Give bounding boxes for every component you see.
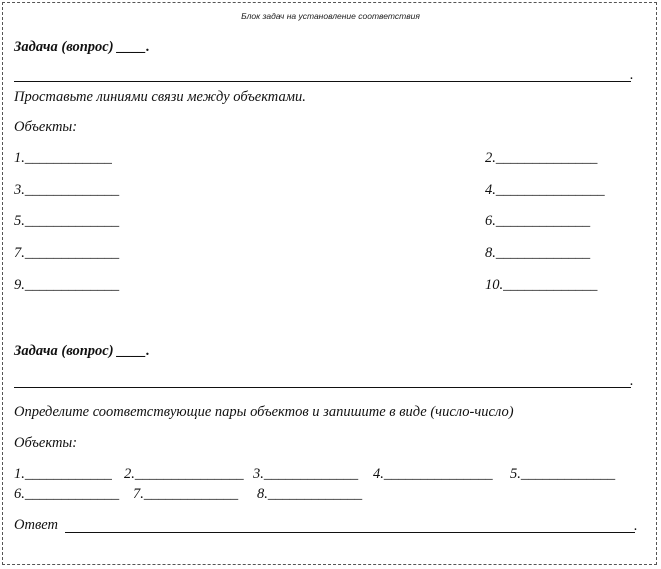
page-frame bbox=[2, 2, 657, 565]
task2-title: Задача (вопрос) ____. bbox=[14, 343, 150, 359]
task2-line-end-dot: . bbox=[630, 373, 634, 389]
task2-instruction: Определите соответствующие пары объектов и запишите в виде (число-число) bbox=[14, 404, 514, 420]
task2-object-5: 5._____________ bbox=[510, 466, 616, 482]
task2-question-line bbox=[14, 387, 631, 388]
answer-label: Ответ bbox=[14, 517, 58, 533]
task1-object-6: 6._____________ bbox=[485, 213, 591, 229]
task1-object-10: 10._____________ bbox=[485, 277, 598, 293]
task1-object-5: 5._____________ bbox=[14, 213, 120, 229]
task2-object-6: 6._____________ bbox=[14, 486, 120, 502]
task1-line-end-dot: . bbox=[630, 67, 634, 83]
task2-object-1: 1.____________ bbox=[14, 466, 112, 482]
task1-object-4: 4._______________ bbox=[485, 182, 605, 198]
task1-objects-label: Объекты: bbox=[14, 119, 78, 135]
task1-object-7: 7._____________ bbox=[14, 245, 120, 261]
task1-object-8: 8._____________ bbox=[485, 245, 591, 261]
task1-object-3: 3._____________ bbox=[14, 182, 120, 198]
task1-object-9: 9._____________ bbox=[14, 277, 120, 293]
task2-object-3: 3._____________ bbox=[253, 466, 359, 482]
task1-object-2: 2.______________ bbox=[485, 150, 598, 166]
task1-object-1: 1.____________ bbox=[14, 150, 112, 166]
task1-question-line bbox=[14, 81, 631, 82]
task1-instruction: Проставьте линиями связи между объектами. bbox=[14, 89, 306, 105]
answer-line-end-dot: . bbox=[634, 518, 638, 534]
task2-object-7: 7._____________ bbox=[133, 486, 239, 502]
task1-title: Задача (вопрос) ____. bbox=[14, 39, 150, 55]
answer-line bbox=[65, 532, 635, 533]
task2-object-8: 8._____________ bbox=[257, 486, 363, 502]
task2-objects-label: Объекты: bbox=[14, 435, 78, 451]
block-header: Блок задач на установление соответствия bbox=[241, 11, 420, 21]
task2-object-4: 4._______________ bbox=[373, 466, 493, 482]
task2-object-2: 2._______________ bbox=[124, 466, 244, 482]
